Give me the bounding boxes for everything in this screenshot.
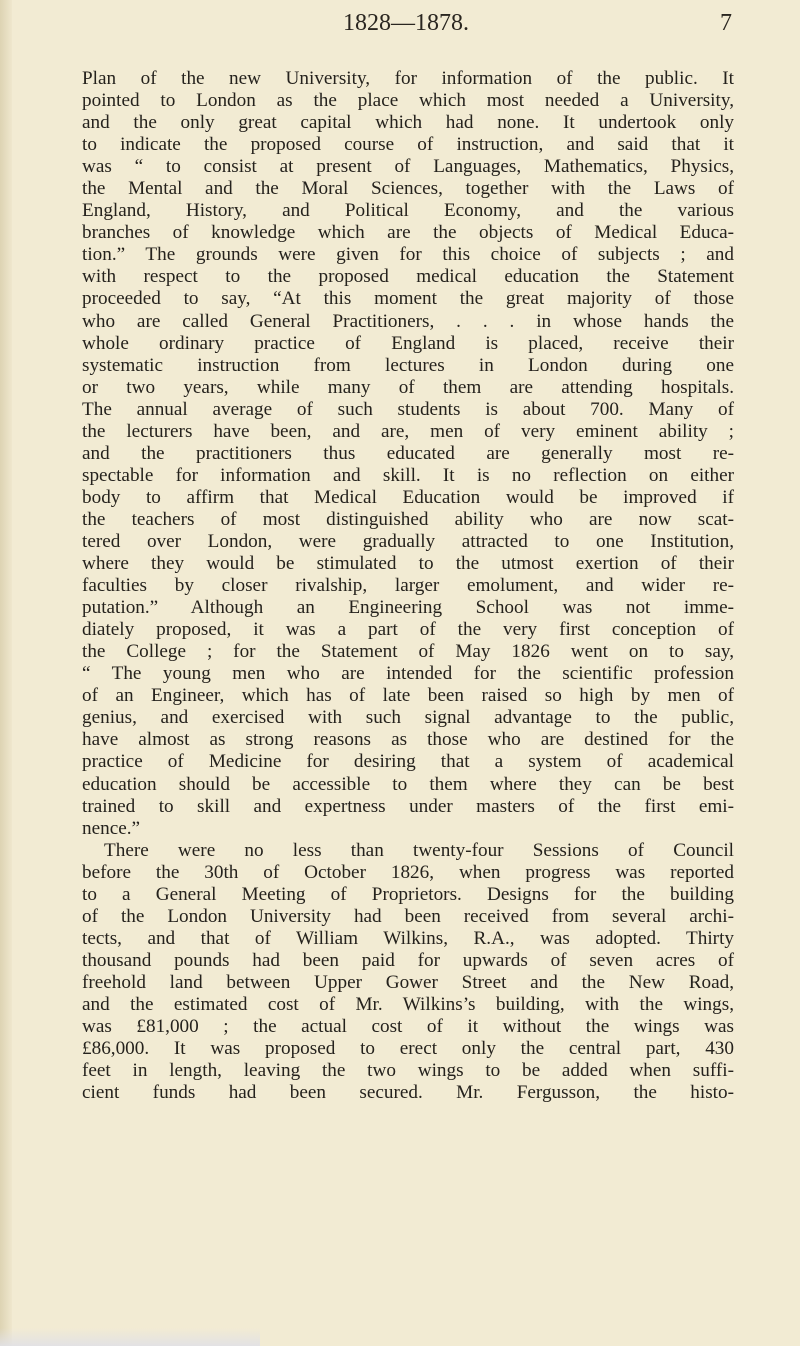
- text-line: freehold land between Upper Gower Street and the New Road,: [82, 971, 734, 993]
- text-line: faculties by closer rivalship, larger emolument, and wider re-: [82, 575, 734, 597]
- text-line: to indicate the proposed course of instruction, and said that it: [82, 134, 734, 156]
- text-line: branches of knowledge which are the objects of Medical Educa-: [82, 222, 734, 244]
- text-line: There were no less than twenty-four Sessions of Council: [104, 839, 734, 861]
- text-line: the Mental and the Moral Sciences, together with the Laws of: [82, 178, 734, 200]
- text-line: putation.” Although an Engineering School was not imme-: [82, 597, 734, 619]
- text-line: “ The young men who are intended for the scientific profession: [82, 663, 734, 685]
- text-line: or two years, while many of them are attending hospitals.: [82, 376, 734, 398]
- page-number: 7: [720, 10, 732, 36]
- text-line: the lecturers have been, and are, men of very eminent ability ;: [82, 420, 734, 442]
- body-text: [82, 68, 734, 1104]
- page-corner-shadow: [0, 1328, 260, 1346]
- text-line: proceeded to say, “At this moment the great majority of those: [82, 288, 734, 310]
- text-line: of an Engineer, which has of late been raised so high by men of: [82, 685, 734, 707]
- text-line: systematic instruction from lectures in London during one: [82, 354, 734, 376]
- text-line: diately proposed, it was a part of the very first conception of: [82, 619, 734, 641]
- text-line: with respect to the proposed medical education the Statement: [82, 266, 734, 288]
- text-line: England, History, and Political Economy, and the various: [82, 200, 734, 222]
- page-gutter-shadow: [0, 0, 12, 1346]
- text-line: thousand pounds had been paid for upwards of seven acres of: [82, 949, 734, 971]
- text-line: practice of Medicine for desiring that a system of academical: [82, 751, 734, 773]
- text-line: feet in length, leaving the two wings to be added when suffi-: [82, 1060, 734, 1082]
- text-line: The annual average of such students is about 700. Many of: [82, 398, 734, 420]
- text-line: trained to skill and expertness under masters of the first emi-: [82, 795, 734, 817]
- text-line: cient funds had been secured. Mr. Fergusson, the histo-: [82, 1082, 734, 1104]
- text-line: the College ; for the Statement of May 1826 went on to say,: [82, 641, 734, 663]
- text-line: was £81,000 ; the actual cost of it without the wings was: [82, 1016, 734, 1038]
- text-line: spectable for information and skill. It is no reflection on either: [82, 464, 734, 486]
- text-line: £86,000. It was proposed to erect only the central part, 430: [82, 1038, 734, 1060]
- text-line: pointed to London as the place which most needed a University,: [82, 90, 734, 112]
- text-line: tered over London, were gradually attracted to one Institution,: [82, 530, 734, 552]
- text-line: and the estimated cost of Mr. Wilkins’s building, with the wings,: [82, 993, 734, 1015]
- text-line: tion.” The grounds were given for this choice of subjects ; and: [82, 244, 734, 266]
- text-line: and the only great capital which had none. It undertook only: [82, 112, 734, 134]
- text-line: and the practitioners thus educated are generally most re-: [82, 442, 734, 464]
- text-line: where they would be stimulated to the utmost exertion of their: [82, 553, 734, 575]
- text-line: before the 30th of October 1826, when progress was reported: [82, 861, 734, 883]
- text-line: genius, and exercised with such signal advantage to the public,: [82, 707, 734, 729]
- text-line: Plan of the new University, for information of the public. It: [82, 68, 734, 89]
- text-line: education should be accessible to them where they can be best: [82, 773, 734, 795]
- text-line: the teachers of most distinguished ability who are now scat-: [82, 508, 734, 530]
- text-line: nence.”: [82, 817, 141, 839]
- running-head-title: 1828—1878.: [343, 10, 469, 36]
- running-head: [80, 10, 732, 44]
- text-line: body to affirm that Medical Education would be improved if: [82, 486, 734, 508]
- text-line: whole ordinary practice of England is placed, receive their: [82, 332, 734, 354]
- text-line: of the London University had been received from several archi-: [82, 905, 734, 927]
- text-line: tects, and that of William Wilkins, R.A., was adopted. Thirty: [82, 927, 734, 949]
- text-line: who are called General Practitioners, . . . in whose hands the: [82, 310, 734, 332]
- text-line: have almost as strong reasons as those who are destined for the: [82, 729, 734, 751]
- text-line: was “ to consist at present of Languages, Mathematics, Physics,: [82, 156, 734, 178]
- text-line: to a General Meeting of Proprietors. Designs for the building: [82, 883, 734, 905]
